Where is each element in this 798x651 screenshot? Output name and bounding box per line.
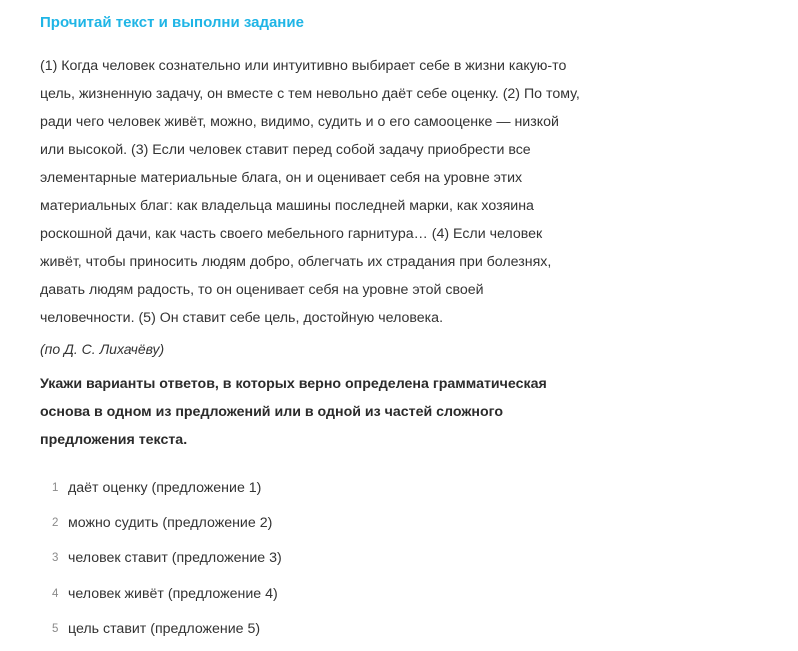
answer-label: даёт оценку (предложение 1): [68, 479, 262, 496]
answer-option-5[interactable]: [40, 612, 580, 647]
task-title: Прочитай текст и выполни задание: [40, 14, 304, 31]
answer-option-2[interactable]: [40, 505, 580, 540]
passage-text: (1) Когда человек сознательно или интуитивно выбирает себе в жизни какую-то цель, жизненную задачу, он вместе с тем невольно даёт себе оценку. (2) По тому, ради чего человек живёт, можно, видимо, судить и о его самооценке — низкой или высокой. (3) Если человек ставит перед собой задачу приобрести все элементарные материальные блага, он и оценивает себя на уровне этих материальных благ: как владельца машины последней марки, как хозяина роскошной дачи, как часть своего мебельного гарнитура… (4) Если человек живёт, чтобы приносить людям добро, облегчать их страдания при болезнях, давать людям радость, то он оценивает себя на уровне этой своей человечности. (5) Он ставит себе цель, достойную человека.: [40, 58, 580, 326]
answer-number: 3: [52, 552, 59, 565]
answer-number: 1: [52, 481, 59, 494]
answer-number: 5: [52, 623, 59, 636]
answer-option-4[interactable]: [40, 576, 580, 611]
answer-number: 4: [52, 587, 59, 600]
answer-option-1[interactable]: [40, 470, 580, 505]
answer-label: цель ставит (предложение 5): [68, 621, 261, 638]
answer-option-3[interactable]: [40, 541, 580, 576]
answer-label: человек ставит (предложение 3): [68, 550, 282, 567]
answer-list: [40, 470, 580, 647]
task-block: [40, 0, 580, 647]
question-text: Укажи варианты ответов, в которых верно определена грамматическая основа в одном из предложений или в одной из частей сложного предложения текста.: [40, 376, 547, 448]
answer-number: 2: [52, 517, 59, 530]
answer-label: можно судить (предложение 2): [68, 515, 273, 532]
passage-source: (по Д. С. Лихачёву): [40, 341, 165, 357]
answer-label: человек живёт (предложение 4): [68, 585, 278, 602]
